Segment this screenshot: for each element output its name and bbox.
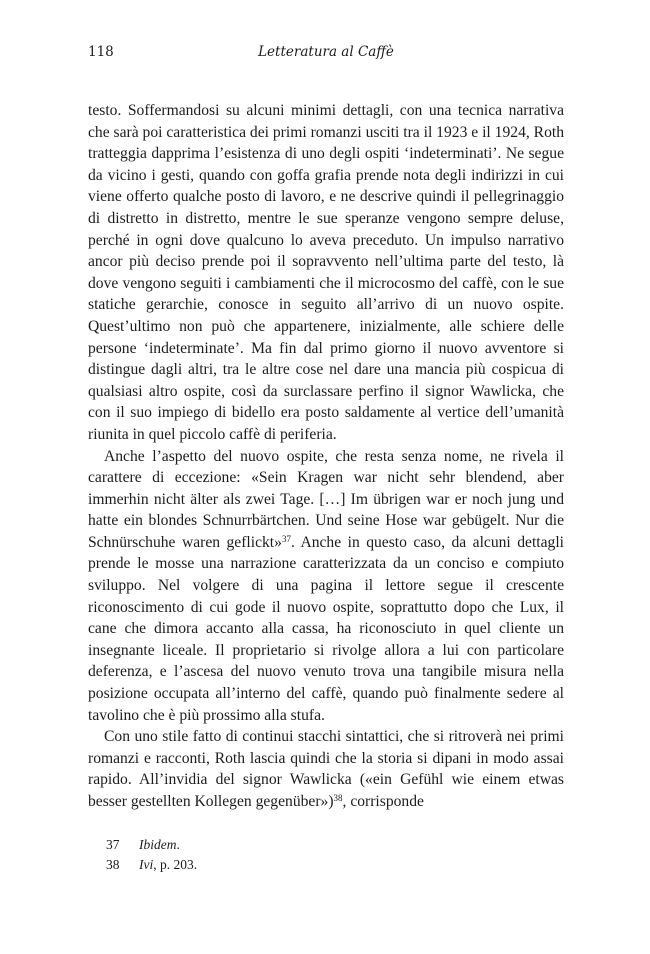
paragraph-3 <box>88 726 564 812</box>
running-title: Letteratura al Caffè <box>258 44 394 60</box>
paragraph-3-text-a: Con uno stile fatto di continui stacchi sintattici, che si ritroverà nei primi romanzi e racconti, Roth lascia quindi che la storia si dipani in modo assai rapido. All’invidia del signor Wawlicka («ein Gefühl wie einem etwas besser gestellten Kollegen gegenüber») <box>88 728 564 810</box>
footnote-number: 37 <box>106 837 120 852</box>
footnote-rest: , p. 203. <box>153 857 198 872</box>
footnote-source: Ivi <box>139 857 154 872</box>
paragraph-3-text-b: , corrisponde <box>342 793 424 810</box>
footnote-37 <box>106 835 546 855</box>
footnote-ref-38[interactable]: 38 <box>333 793 343 803</box>
paragraph-2 <box>88 446 564 727</box>
footnotes <box>106 835 546 875</box>
footnote-rest: . <box>176 837 180 852</box>
footnote-number: 38 <box>106 857 120 872</box>
footnote-text <box>139 835 180 855</box>
page-header <box>88 44 564 68</box>
paragraph-2-text-a: Anche l’aspetto del nuovo ospite, che resta senza nome, ne rivela il carattere di eccezione: «Sein Kragen war nicht sehr blendend, aber immerhin nicht älter als zwei Tage. […] Im übrigen war er noch jung und hatte ein blondes Schnurrbärtchen. Und seine Hose war gebügelt. Nur die Schnürschuhe waren geflickt» <box>88 447 564 551</box>
footnote-38 <box>106 855 546 875</box>
body-text <box>88 100 564 813</box>
paragraph-2-text-b: . Anche in questo caso, da alcuni dettagli prende le mosse una narrazione caratterizzata da un conciso e compiuto sviluppo. Nel volgere di una pagina il lettore segue il crescente riconoscimento di cui gode il nuovo ospite, soprattutto dopo che Lux, il cane che dimora accanto alla cassa, ha riconosciuto in quel cliente un insegnante liceale. Il proprietario si rivolge allora a lui con particolare deferenza, e l’ascesa del nuovo venuto trova una tangibile misura nella posizione occupata all’interno del caffè, quando può finalmente sedere al tavolino che è più prossimo alla stufa. <box>88 533 564 724</box>
paragraph-1: testo. Soffermandosi su alcuni minimi dettagli, con una tecnica narrativa che sarà poi caratteristica dei primi romanzi usciti tra il 1923 e il 1924, Roth tratteggia dapprima l’esistenza di uno degli ospiti ‘indeterminati’. Ne segue da vicino i gesti, quando con goffa grafia prende nota degli indirizzi in cui viene offerto qualche posto di lavoro, e ne descrive quindi il pellegrinaggio di distretto in distretto, mentre le sue speranze vengono sempre deluse, perché in ogni dove qualcuno lo aveva preceduto. Un impulso narrativo ancor più deciso prende poi il sopravvento nell’ultima parte del testo, là dove vengono seguiti i cambiamenti che il microcosmo del caffè, con le sue statiche gerarchie, conosce in seguito all’arrivo di un nuovo ospite. Quest’ultimo non può che appartenere, inizialmente, alle schiere delle persone ‘indeterminate’. Ma fin dal primo giorno il nuovo avventore si distingue dagli altri, tra le altre cose nel dare una mancia più cospicua di qualsiasi altro ospite, così da surclassare perfino il signor Wawlicka, che con il suo impiego di bidello era posto saldamente al vertice dell’umanità riunita in quel piccolo caffè di periferia. <box>88 102 564 443</box>
footnote-text <box>139 855 197 875</box>
footnote-ref-37[interactable]: 37 <box>281 533 291 544</box>
page-number: 118 <box>88 44 114 60</box>
footnote-source: Ibidem <box>139 837 177 852</box>
